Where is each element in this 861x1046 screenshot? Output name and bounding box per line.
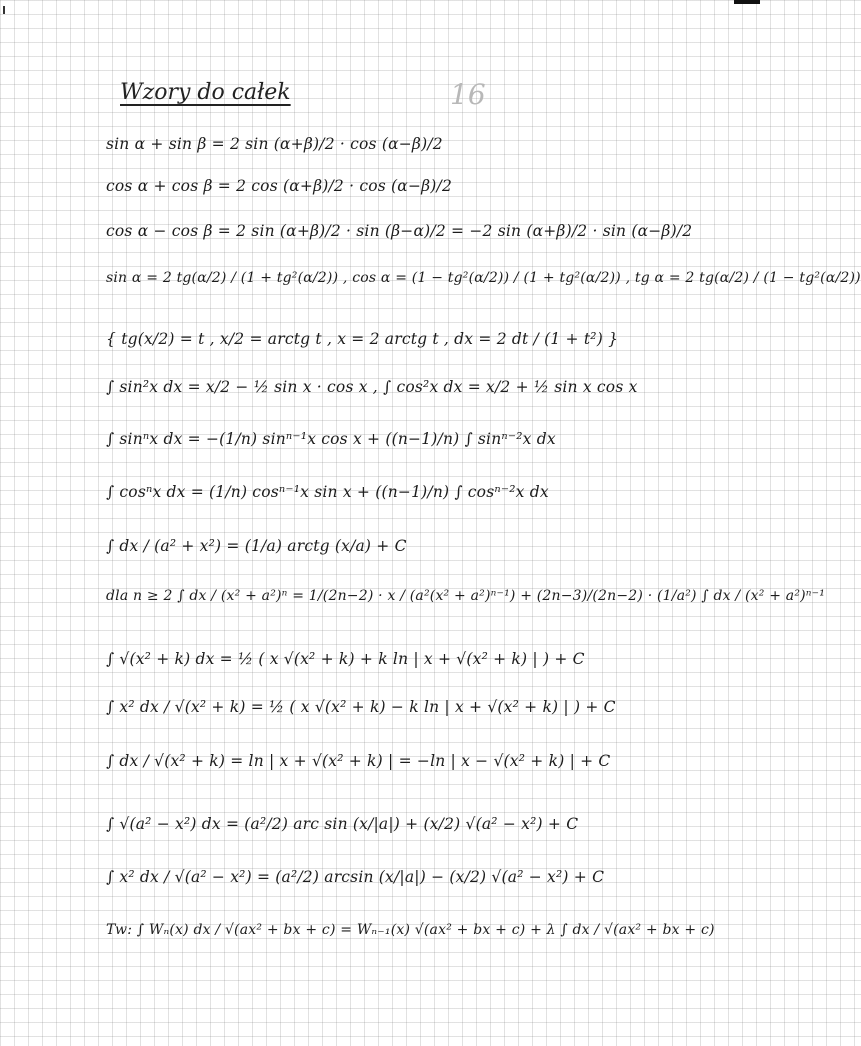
page-number: 16 bbox=[450, 78, 486, 111]
formula-sin-power-reduction: ∫ sinⁿx dx = −(1/n) sinⁿ⁻¹x cos x + ((n−1)/n) ∫ sinⁿ⁻²x dx bbox=[106, 430, 556, 448]
formula-sum-of-sines: sin α + sin β = 2 sin (α+β)/2 · cos (α−β)/2 bbox=[106, 135, 443, 153]
formula-cos-power-reduction: ∫ cosⁿx dx = (1/n) cosⁿ⁻¹x sin x + ((n−1)/n) ∫ cosⁿ⁻²x dx bbox=[106, 483, 549, 501]
formula-theorem-polynomial-over-root: Tw: ∫ Wₙ(x) dx / √(ax² + bx + c) = Wₙ₋₁(x) √(ax² + bx + c) + λ ∫ dx / √(ax² + bx + c) bbox=[106, 922, 715, 938]
formula-sqrt-a2-minus-x2: ∫ √(a² − x²) dx = (a²/2) arc sin (x/|a|) + (x/2) √(a² − x²) + C bbox=[106, 815, 579, 833]
formula-recursive-integral: dla n ≥ 2 ∫ dx / (x² + a²)ⁿ = 1/(2n−2) · x / (a²(x² + a²)ⁿ⁻¹) + (2n−3)/(2n−2) · (1/a²) ∫ dx / (x² + a²)ⁿ⁻¹ bbox=[106, 588, 826, 604]
formula-dx-over-sqrt-x2-plus-k: ∫ dx / √(x² + k) = ln | x + √(x² + k) | = −ln | x − √(x² + k) | + C bbox=[106, 752, 611, 770]
formula-x2-over-sqrt-x2-plus-k: ∫ x² dx / √(x² + k) = ½ ( x √(x² + k) − k ln | x + √(x² + k) | ) + C bbox=[106, 698, 616, 716]
page-title: Wzory do całek bbox=[120, 80, 291, 105]
formula-x2-over-sqrt-a2-minus-x2: ∫ x² dx / √(a² − x²) = (a²/2) arcsin (x/|a|) − (x/2) √(a² − x²) + C bbox=[106, 868, 605, 886]
formula-sqrt-x2-plus-k: ∫ √(x² + k) dx = ½ ( x √(x² + k) + k ln | x + √(x² + k) | ) + C bbox=[106, 650, 585, 668]
formula-half-angle-substitution: sin α = 2 tg(α/2) / (1 + tg²(α/2)) , cos α = (1 − tg²(α/2)) / (1 + tg²(α/2)) , tg α = 2 tg(α/2) / (1 − tg²(α/2)) bbox=[106, 270, 861, 286]
formula-arctg-integral: ∫ dx / (a² + x²) = (1/a) arctg (x/a) + C bbox=[106, 537, 407, 555]
formula-sum-of-cosines: cos α + cos β = 2 cos (α+β)/2 · cos (α−β)/2 bbox=[106, 177, 453, 195]
formula-sin-cos-squared-integrals: ∫ sin²x dx = x/2 − ½ sin x · cos x , ∫ cos²x dx = x/2 + ½ sin x cos x bbox=[106, 378, 638, 396]
scan-corner-mark bbox=[734, 0, 760, 4]
formula-difference-of-cosines: cos α − cos β = 2 sin (α+β)/2 · sin (β−α)/2 = −2 sin (α+β)/2 · sin (α−β)/2 bbox=[106, 222, 693, 240]
formula-universal-substitution: { tg(x/2) = t , x/2 = arctg t , x = 2 arctg t , dx = 2 dt / (1 + t²) } bbox=[106, 330, 619, 348]
scan-edge-mark bbox=[3, 6, 5, 14]
